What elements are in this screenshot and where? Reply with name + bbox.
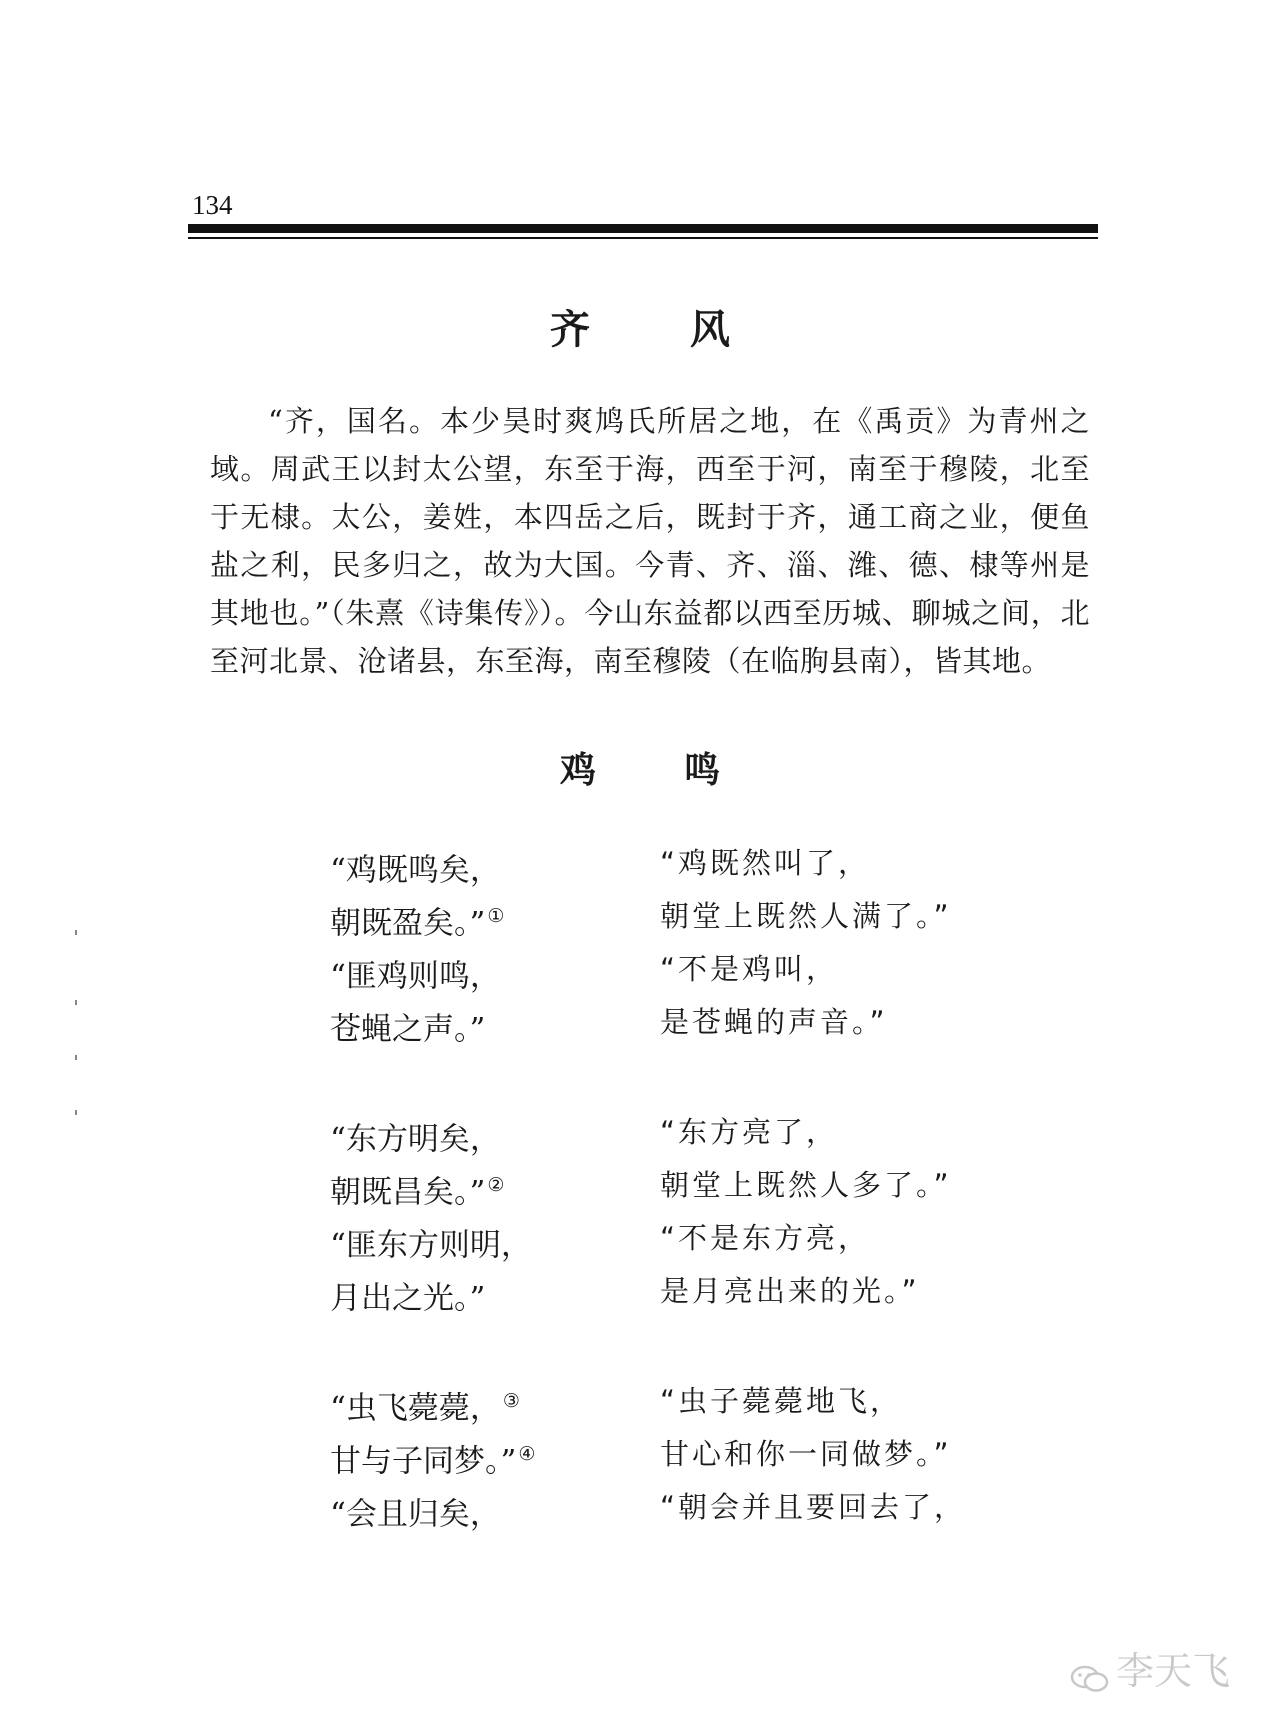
original-line: “东方明矣， <box>330 1121 501 1158</box>
margin-speck <box>75 1055 77 1060</box>
footnote-marker: ① <box>487 905 505 927</box>
translation-line: 朝堂上既然人多了。” <box>660 1168 952 1202</box>
margin-speck <box>75 930 77 935</box>
original-line: “会且归矣， <box>330 1496 501 1533</box>
intro-paragraph: “齐，国名。本少昊时爽鸠氏所居之地，在《禹贡》为青州之域。周武王以封太公望，东至于海，西至于河，南至于穆陵，北至于无棣。太公，姜姓，本四岳之后，既封于齐，通工商之业，便鱼盐之利，民多归之，故为大国。今青、齐、淄、潍、德、棣等州是其地也。”（朱熹《诗集传》）。今山东益都以西至历城、聊城之间，北至河北景、沧诸县，东至海，南至穆陵（在临朐县南），皆其地。 <box>210 404 1090 678</box>
poem-title <box>0 742 1280 793</box>
section-title <box>0 298 1280 355</box>
original-line: “匪东方则明， <box>330 1227 532 1264</box>
watermark-text: 李天飞 <box>1116 1649 1231 1693</box>
translation-line: 是苍蝇的声音。” <box>660 1005 888 1039</box>
translation-line: “不是鸡叫， <box>660 952 839 986</box>
margin-speck <box>75 1110 77 1115</box>
original-line: “鸡既鸣矣， <box>330 852 501 889</box>
original-line: 朝既盈矣。” ① <box>330 905 505 942</box>
original-line: 甘与子同梦。” ④ <box>330 1443 536 1480</box>
translation-line: 朝堂上既然人满了。” <box>660 899 952 933</box>
header-rule-thin <box>188 237 1098 239</box>
header-rule-thick <box>188 224 1098 233</box>
section-title-char-1: 齐 <box>550 306 590 353</box>
margin-speck <box>75 1000 77 1005</box>
original-line: “匪鸡则鸣， <box>330 958 501 995</box>
original-line: “虫飞薨薨， ③ <box>330 1390 520 1427</box>
footnote-marker: ④ <box>518 1443 536 1465</box>
poem-title-char-1: 鸡 <box>559 749 596 791</box>
translation-line: 甘心和你一同做梦。” <box>660 1437 952 1471</box>
original-line: 苍蝇之声。” <box>330 1011 486 1048</box>
footnote-marker: ③ <box>502 1390 520 1412</box>
section-title-char-2: 风 <box>690 306 730 353</box>
poem-title-char-2: 鸣 <box>684 749 721 791</box>
translation-line: “虫子薨薨地飞， <box>660 1384 903 1418</box>
footnote-marker: ② <box>487 1174 505 1196</box>
translation-line: “鸡既然叫了， <box>660 846 871 880</box>
original-line: 月出之光。” <box>330 1280 486 1317</box>
watermark <box>1070 1640 1230 1695</box>
page-number: 134 <box>192 190 233 220</box>
original-line: 朝既昌矣。” ② <box>330 1174 505 1211</box>
translation-line: “不是东方亮， <box>660 1221 871 1255</box>
translation-line: “东方亮了， <box>660 1115 839 1149</box>
translation-line: “朝会并且要回去了， <box>660 1490 967 1524</box>
translation-line: 是月亮出来的光。” <box>660 1274 920 1308</box>
wechat-icon <box>1070 1659 1110 1689</box>
